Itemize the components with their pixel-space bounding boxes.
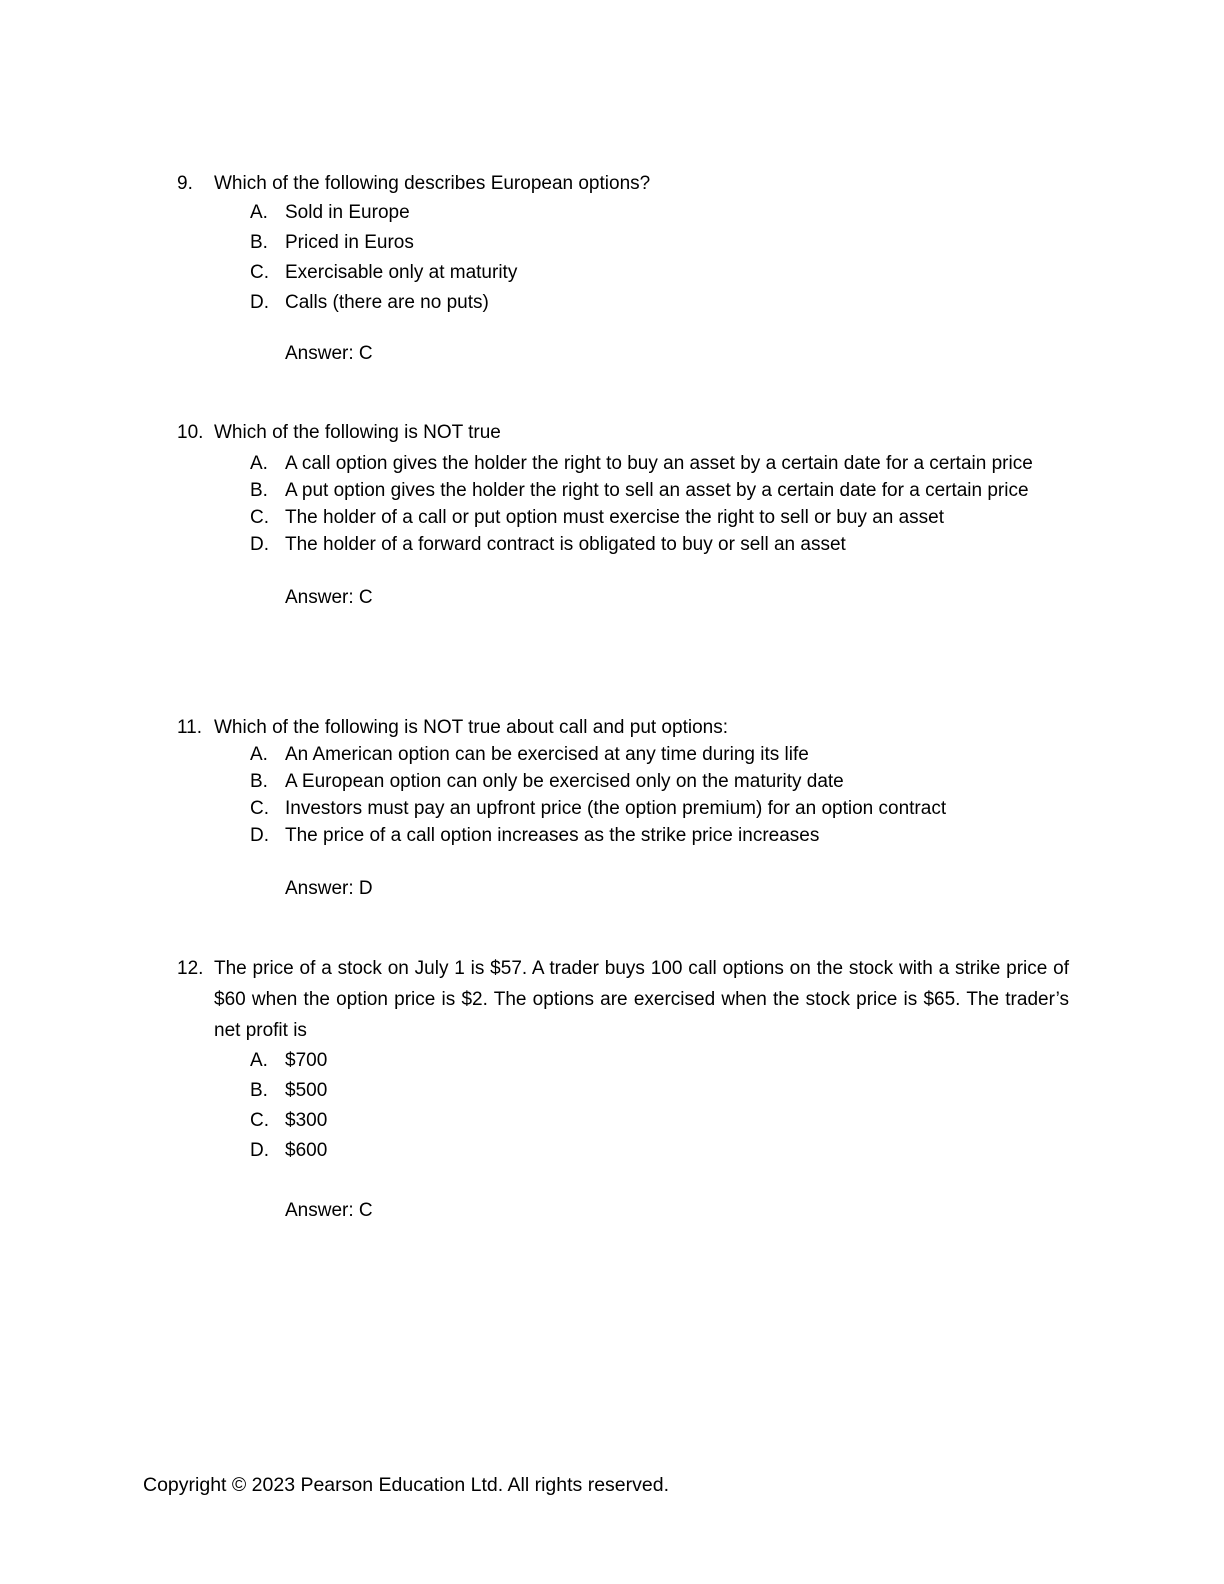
option-text: $700 <box>285 1050 328 1071</box>
option-letter: C. <box>250 1110 269 1131</box>
option-d <box>250 531 1069 558</box>
option-list <box>177 741 1069 849</box>
option-text: A call option gives the holder the right to buy an asset by a certain date for a certain price <box>285 453 1033 474</box>
option-letter: D. <box>250 534 269 555</box>
question-stem <box>177 714 1069 741</box>
question-number: 9. <box>177 173 193 194</box>
question-text: The price of a stock on July 1 is $57. A trader buys 100 call options on the stock with a strike price of $60 when the option price is $2. The options are exercised when the stock price is $65. The trader’s net profit is <box>214 958 1069 1041</box>
option-b <box>250 768 1069 795</box>
question-number: 12. <box>177 958 204 979</box>
option-text: The holder of a call or put option must exercise the right to sell or buy an asset <box>285 507 945 528</box>
option-letter: B. <box>250 232 268 253</box>
option-d <box>250 1136 1069 1166</box>
answer-line: Answer: D <box>285 878 373 899</box>
option-letter: A. <box>250 744 268 765</box>
option-letter: D. <box>250 1140 269 1161</box>
option-text: $300 <box>285 1110 328 1131</box>
question-stem <box>177 953 1069 1046</box>
question-12 <box>177 953 1069 1224</box>
option-text: Investors must pay an upfront price (the option premium) for an option contract <box>285 798 947 819</box>
question-text: Which of the following describes European options? <box>214 173 651 194</box>
question-text: Which of the following is NOT true about call and put options: <box>214 717 728 738</box>
option-c <box>250 795 1069 822</box>
option-letter: C. <box>250 262 269 283</box>
option-text: A put option gives the holder the right to sell an asset by a certain date for a certain price <box>285 480 1029 501</box>
option-letter: B. <box>250 480 268 501</box>
option-letter: A. <box>250 453 268 474</box>
option-a <box>250 450 1069 477</box>
option-letter: D. <box>250 825 269 846</box>
option-c <box>250 259 1069 289</box>
option-letter: D. <box>250 292 269 313</box>
option-b <box>250 1076 1069 1106</box>
option-text: The holder of a forward contract is obligated to buy or sell an asset <box>285 534 846 555</box>
option-text: Priced in Euros <box>285 232 414 253</box>
option-text: A European option can only be exercised only on the maturity date <box>285 771 844 792</box>
option-text: Calls (there are no puts) <box>285 292 489 313</box>
question-stem <box>177 170 1069 197</box>
option-d <box>250 289 1069 319</box>
option-c <box>250 504 1069 531</box>
copyright-footer: Copyright © 2023 Pearson Education Ltd. All rights reserved. <box>143 1474 669 1496</box>
option-text: Sold in Europe <box>285 202 410 223</box>
option-a <box>250 199 1069 229</box>
option-letter: C. <box>250 507 269 528</box>
question-text: Which of the following is NOT true <box>214 422 501 443</box>
option-letter: A. <box>250 1050 268 1071</box>
option-letter: A. <box>250 202 268 223</box>
option-a <box>250 741 1069 768</box>
option-list <box>177 450 1069 558</box>
option-text: An American option can be exercised at any time during its life <box>285 744 809 765</box>
option-letter: C. <box>250 798 269 819</box>
option-list <box>177 199 1069 319</box>
option-b <box>250 229 1069 259</box>
question-number: 10. <box>177 422 204 443</box>
answer-line: Answer: C <box>285 343 373 364</box>
option-list <box>177 1046 1069 1166</box>
option-letter: B. <box>250 771 268 792</box>
option-letter: B. <box>250 1080 268 1101</box>
option-text: The price of a call option increases as the strike price increases <box>285 825 820 846</box>
option-c <box>250 1106 1069 1136</box>
option-d <box>250 822 1069 849</box>
question-number: 11. <box>177 717 203 738</box>
question-10 <box>177 419 1069 611</box>
option-text: $500 <box>285 1080 328 1101</box>
answer-line: Answer: C <box>285 1200 373 1221</box>
option-b <box>250 477 1069 504</box>
question-9 <box>177 170 1069 367</box>
option-text: Exercisable only at maturity <box>285 262 518 283</box>
answer-line: Answer: C <box>285 587 373 608</box>
question-stem <box>177 419 1069 446</box>
option-text: $600 <box>285 1140 328 1161</box>
option-a <box>250 1046 1069 1076</box>
question-11 <box>177 714 1069 902</box>
